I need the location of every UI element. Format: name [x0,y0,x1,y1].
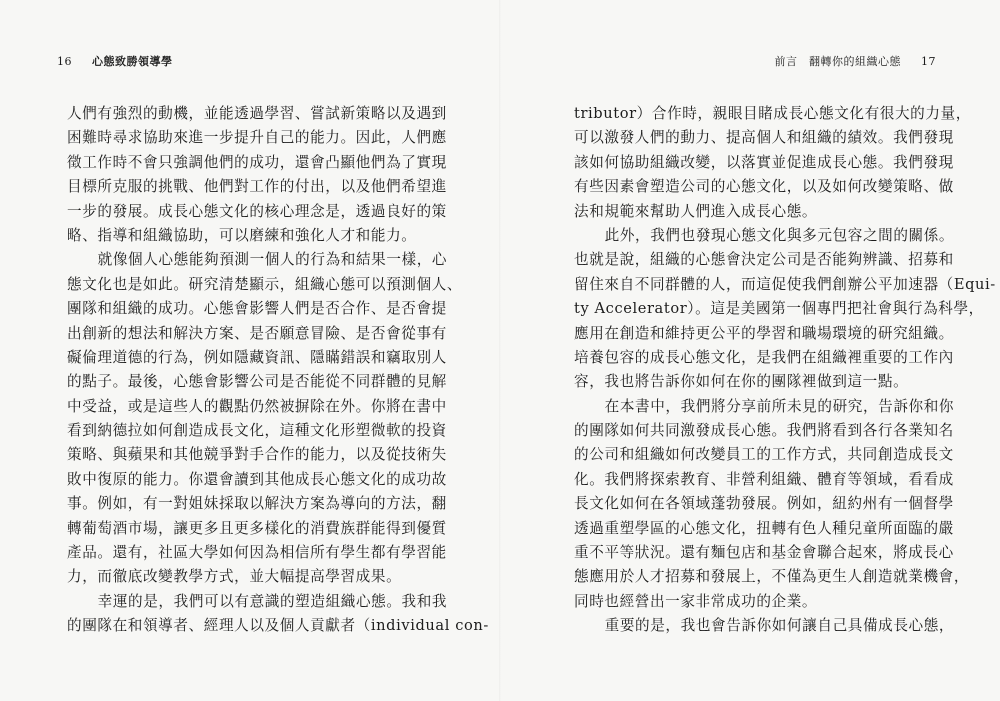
right-page-number: 17 [921,55,936,68]
text-line: tributor）合作時，親眼目睹成長心態文化有很大的力量， [574,105,971,122]
text-line: 重不平等狀況。還有麵包店和基金會聯合起來，將成長心 [574,544,954,562]
text-line: 人們有強烈的動機，並能透過學習、嘗試新策略以及遇到 [67,105,447,122]
text-line: 事。例如，有一對姐妹採取以解決方案為導向的方法，翻 [67,495,447,513]
text-line: 態應用於人才招募和發展上，不僅為更生人創造就業機會， [574,568,970,586]
text-line: 徵工作時不會只強調他們的成功，還會凸顯他們為了實現 [67,153,447,171]
book-title: 心態致勝領導學 [92,55,173,68]
text-line: 團隊和組織的成功。心態會影響人們是否合作、是否會提 [67,300,447,318]
text-line: 同時也經營出一家非常成功的企業。 [574,592,818,610]
text-line: 中受益，或是這些人的觀點仍然被摒除在外。你將在書中 [67,397,447,415]
text-line: 的團隊如何共同激發成長心態。我們將看到各行各業知名 [574,422,954,440]
text-line: 可以激發人們的動力、提高個人和組織的績效。我們發現 [574,129,954,147]
text-line: 的點子。最後，心態會影響公司是否能從不同群體的見解 [67,373,447,391]
text-line: 困難時尋求協助來進一步提升自己的能力。因此，人們應 [67,129,447,147]
text-line: 重要的是，我也會告訴你如何讓自己具備成長心態， [604,617,955,635]
text-line: 轉葡萄酒市場，讓更多且更多樣化的消費族群能得到優質 [67,519,447,537]
text-line: 目標所克服的挑戰、他們對工作的付出，以及他們希望進 [67,178,447,196]
text-line: 幸運的是，我們可以有意識的塑造組織心態。我和我 [97,592,448,610]
right-running-head [775,53,937,69]
text-line: 此外，我們也發現心態文化與多元包容之間的關係。 [604,226,955,244]
left-page-number: 16 [57,55,72,68]
text-line: 該如何協助組織改變，以落實並促進成長心態。我們發現 [574,153,954,171]
left-running-head [57,53,173,69]
text-line: 培養包容的成長心態文化，是我們在組織裡重要的工作內 [574,348,954,366]
text-line: 有些因素會塑造公司的心態文化，以及如何改變策略、做 [574,178,954,196]
text-line: 留住來自不同群體的人，而這促使我們創辦公平加速器（Equi- [574,275,996,293]
text-line: 看到納德拉如何創造成長文化，這種文化形塑微軟的投資 [67,422,447,440]
text-line: 力，而徹底改變教學方式，並大幅提高學習成果。 [67,568,402,586]
text-line: 的團隊在和領導者、經理人以及個人貢獻者（individual con- [67,617,489,635]
left-body-text [67,102,489,639]
text-line: 略、指導和組織協助，可以磨練和強化人才和能力。 [67,226,417,244]
text-line: 就像個人心態能夠預測一個人的行為和結果一樣，心 [97,251,448,269]
text-line: 法和規範來幫助人們進入成長心態。 [574,202,818,220]
text-line: 在本書中，我們將分享前所未見的研究，告訴你和你 [604,397,955,415]
text-line: 也就是說，組織的心態會決定公司是否能夠辨識、招募和 [574,251,954,269]
text-line: 一步的發展。成長心態文化的核心理念是，透過良好的策 [67,202,447,220]
text-line: 透過重塑學區的心態文化，扭轉有色人種兒童所面臨的嚴 [574,519,954,537]
text-line: 敗中復原的能力。你還會讀到其他成長心態文化的成功故 [67,470,447,488]
text-line: 策略、與蘋果和其他競爭對手合作的能力，以及從技術失 [67,446,447,464]
text-line: 的公司和組織如何改變員工的工作方式，共同創造成長文 [574,446,954,464]
text-line: ty Accelerator）。這是美國第一個專門把社會與行為科學， [574,300,984,318]
text-line: 化。我們將探索教育、非營利組織、體育等領域，看看成 [574,470,954,488]
text-line: 容，我也將告訴你如何在你的團隊裡做到這一點。 [574,373,909,391]
right-page [500,0,1000,701]
text-line: 礙倫理道德的行為，例如隱藏資訊、隱瞞錯誤和竊取別人 [67,348,447,366]
text-line: 長文化如何在各領域蓬勃發展。例如，紐約州有一個督學 [574,495,954,513]
chapter-running-title: 前言 翻轉你的組織心態 [774,55,901,68]
text-line: 產品。還有，社區大學如何因為相信所有學生都有學習能 [67,544,447,562]
text-line: 態文化也是如此。研究清楚顯示，組織心態可以預測個人、 [67,275,463,293]
text-line: 應用在創造和維持更公平的學習和職場環境的研究組織。 [574,324,954,342]
text-line: 出創新的想法和解決方案、是否願意冒險、是否會從事有 [67,324,447,342]
right-body-text [574,102,996,639]
